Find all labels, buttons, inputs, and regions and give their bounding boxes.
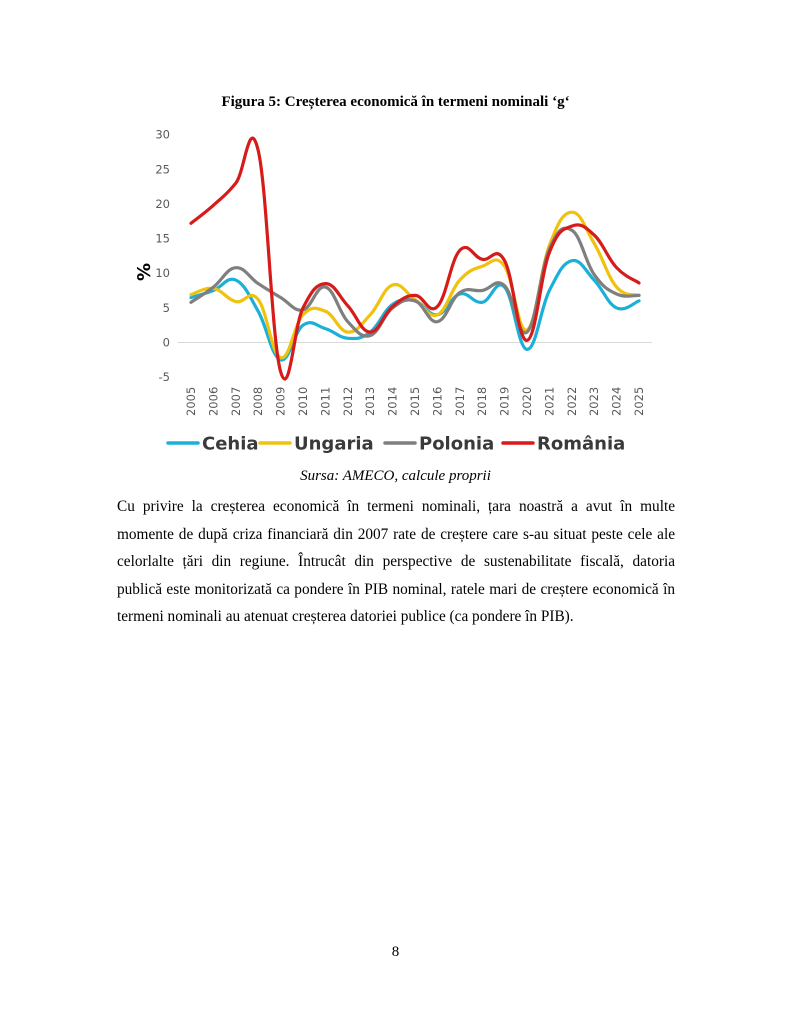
legend-label-romania: România [537,433,626,455]
x-tick-label: 2013 [363,386,378,416]
x-tick-label: 2018 [475,386,490,416]
x-tick-label: 2017 [452,386,467,416]
legend-label-polonia: Polonia [419,433,495,455]
y-tick-label: 15 [155,231,170,246]
x-tick-label: 2005 [184,386,198,416]
chart-legend [168,434,625,455]
x-tick-label: 2019 [497,386,512,416]
y-tick-label: 10 [155,266,170,281]
figure-title: Figura 5: Creșterea economică în termeni nominali ‘g‘ [221,94,570,110]
series-line-polonia [191,228,639,336]
x-tick-label: 2009 [273,386,288,416]
y-axis-label: % [134,262,155,282]
y-tick-label: 5 [162,300,170,315]
x-tick-label: 2010 [296,386,310,416]
x-tick-label: 2022 [564,386,579,416]
page-number: 8 [391,944,400,960]
x-tick-label: 2023 [587,386,602,416]
x-tick-label: 2025 [632,386,646,416]
figure-source: Sursa: AMECO, calcule proprii [300,468,491,484]
y-tick-label: 20 [155,196,170,211]
x-tick-label: 2008 [251,386,266,416]
x-tick-label: 2016 [430,386,445,416]
x-tick-label: 2012 [340,386,355,416]
y-tick-label: -5 [158,370,170,385]
y-tick-label: 0 [162,335,170,350]
body-paragraph: Cu privire la creșterea economică în termeni nominali, țara noastră a avut în multe momente de după criza financiară din 2007 rate de creștere care s-au situat peste cele ale celorlalte țări din regiune. Întrucât din perspective de sustenabilitate fiscală, datoria publică este monitorizată ca pondere în PIB nominal, ratele mari de creștere economică în termeni nominali au atenuat creșterea datoriei publice (ca pondere în PIB). [117,498,675,625]
x-tick-label: 2020 [520,386,534,416]
y-tick-label: 30 [155,127,170,142]
x-tick-label: 2024 [609,386,624,416]
series-line-cehia [191,260,639,360]
x-tick-label: 2007 [228,386,243,416]
x-tick-label: 2015 [408,386,422,416]
legend-label-ungaria: Ungaria [294,433,374,455]
line-chart [0,0,791,470]
x-tick-label: 2014 [385,386,400,416]
x-tick-label: 2021 [542,386,557,416]
y-tick-label: 25 [155,162,170,177]
x-tick-label: 2011 [318,386,333,416]
legend-label-cehia: Cehia [202,433,259,455]
x-tick-label: 2006 [206,386,221,416]
chart-axes [134,128,646,416]
